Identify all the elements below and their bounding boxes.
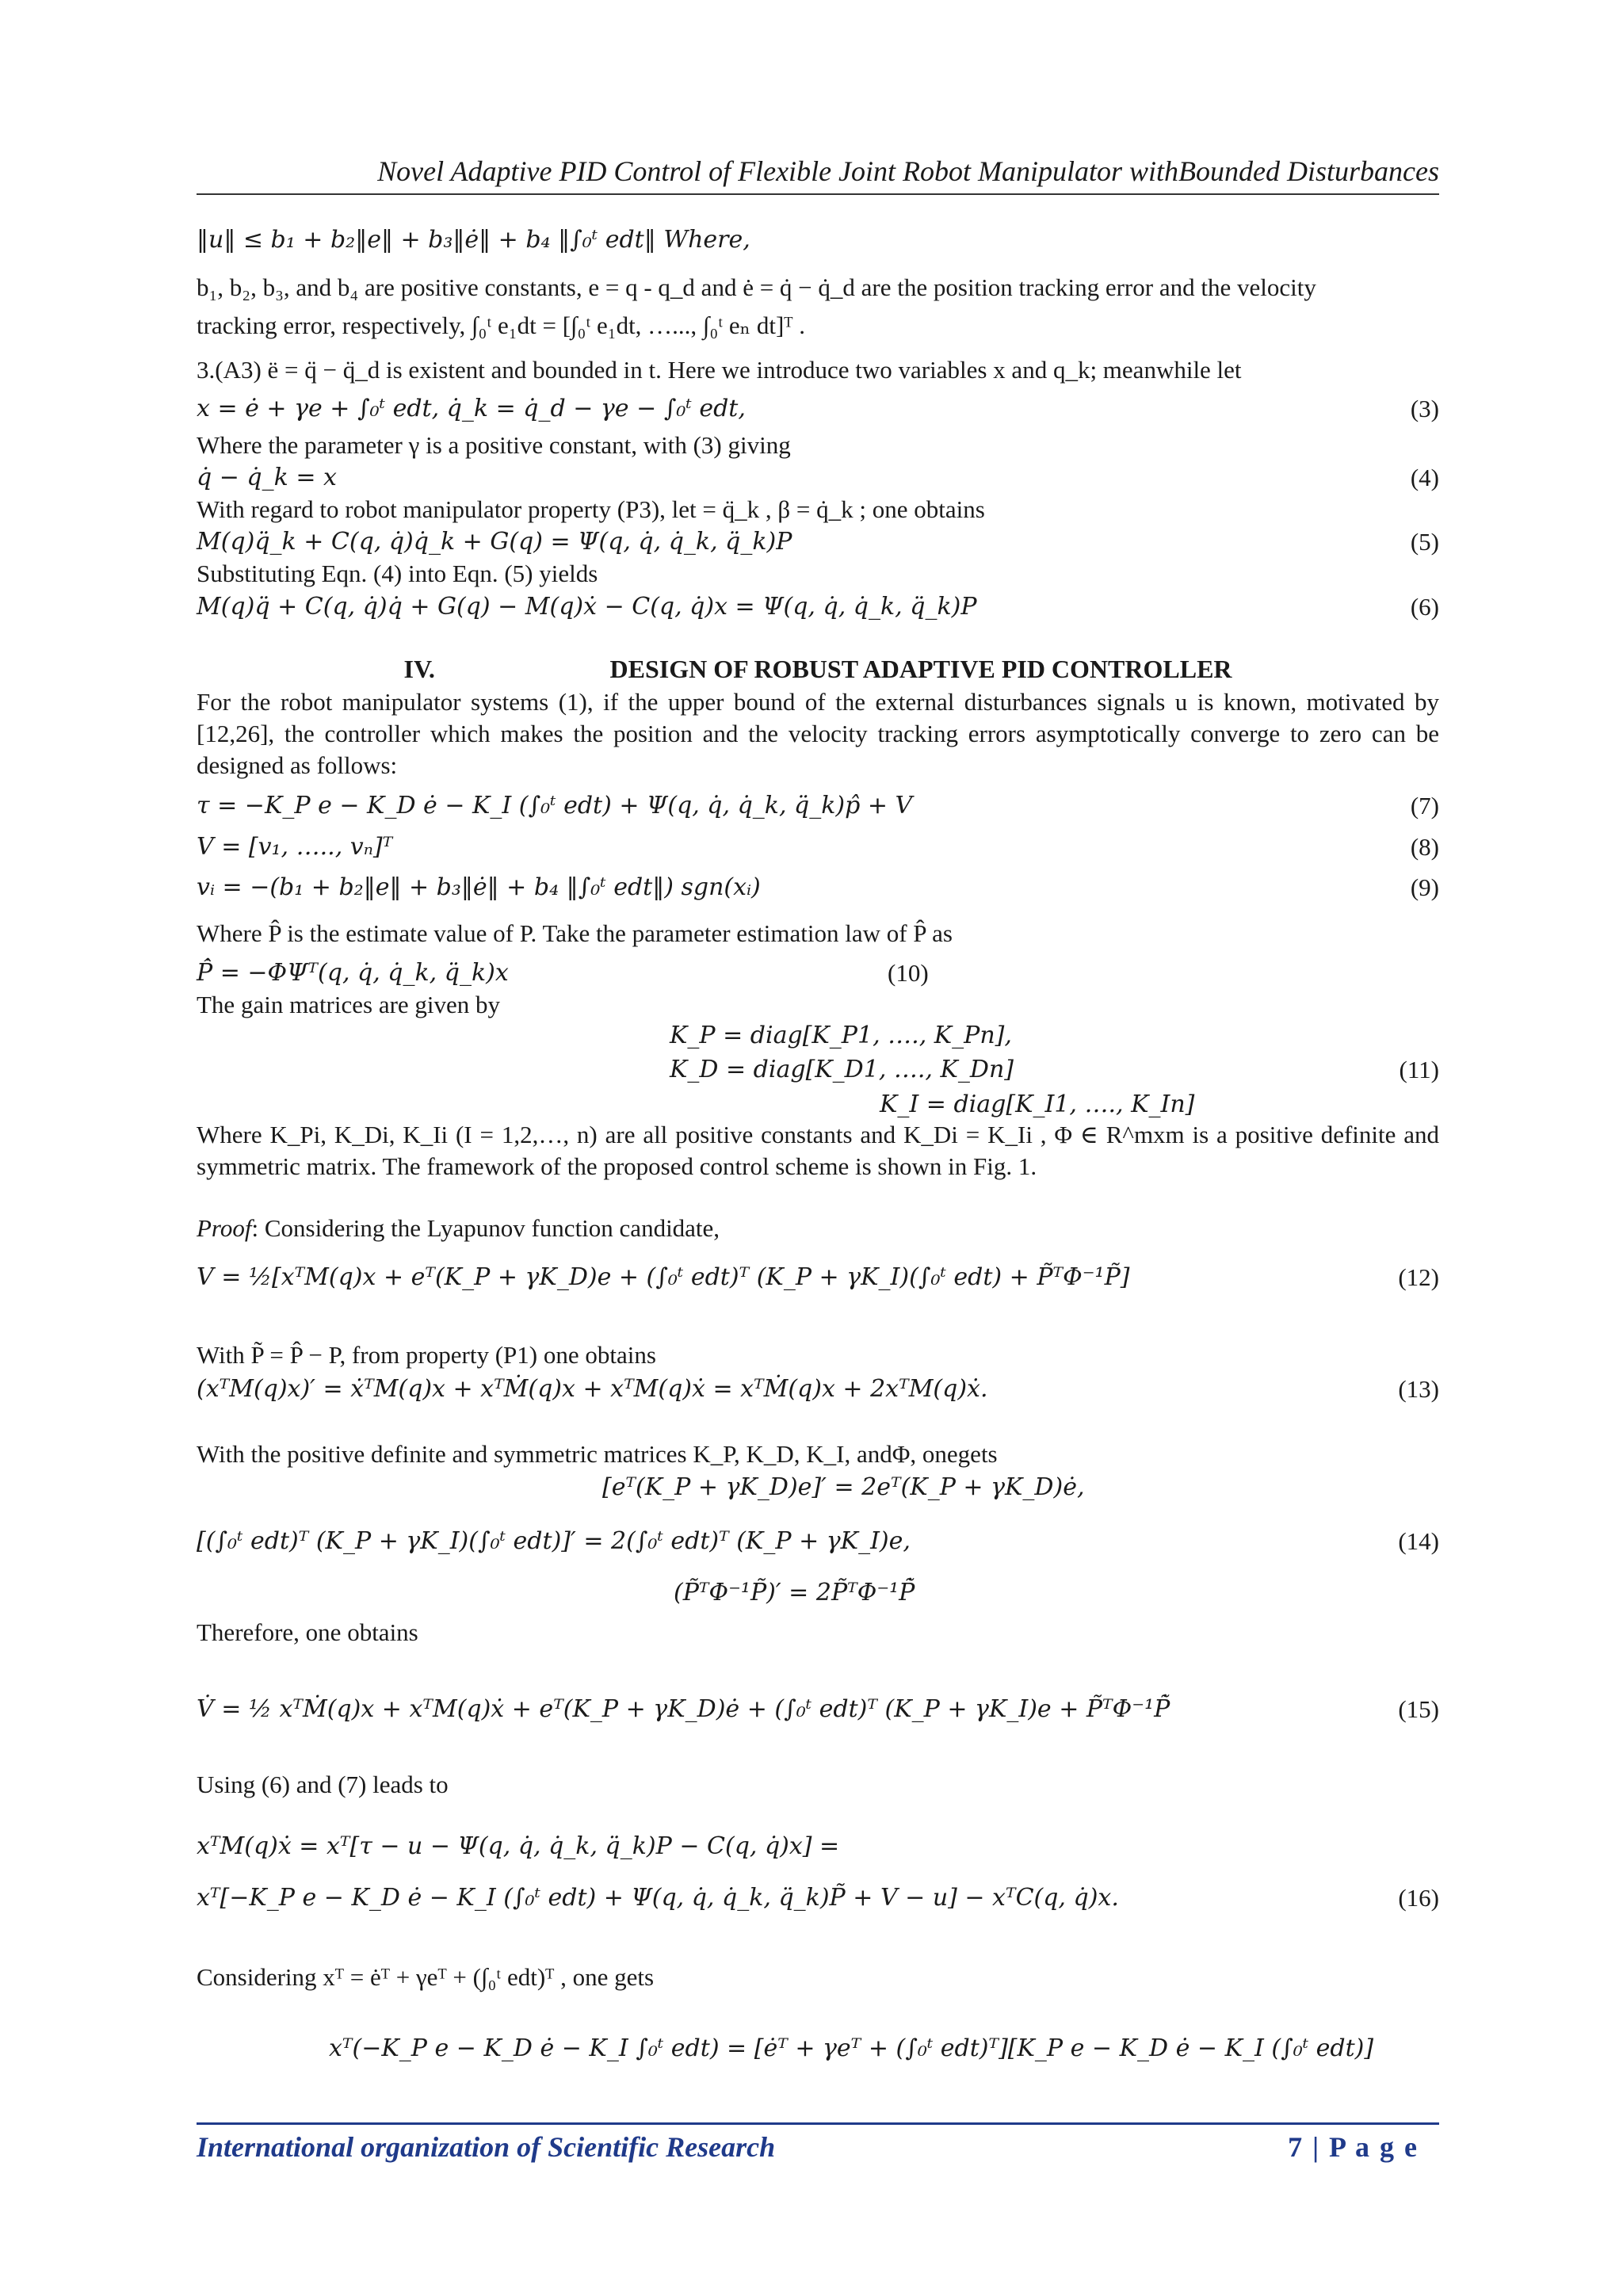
equation-number: (13) — [1398, 1375, 1439, 1403]
equation: V = [v₁, ….., vₙ]ᵀ — [197, 833, 393, 861]
equation: (xᵀM(q)x)′ = ẋᵀM(q)x + xᵀṀ(q)x + xᵀM(q)ẋ = xᵀṀ(q)x + 2xᵀM(q)ẋ. — [197, 1375, 988, 1403]
equation: P̂̇ = −ΦΨᵀ(q, q̇, q̇_k, q̈_k)x — [197, 959, 509, 987]
equation: xᵀ[−K_P e − K_D ė − K_I (∫₀ᵗ edt) + Ψ(q, q̇, q̇_k, q̈_k)P̃ + V − u] − xᵀC(q, q̇)x. — [197, 1884, 1119, 1912]
equation: K_D = diag[K_D1, …., K_Dn] — [670, 1056, 1014, 1083]
equation-number: (8) — [1410, 833, 1439, 861]
equation-number: (11) — [1399, 1056, 1439, 1083]
equation: K_P = diag[K_P1, …., K_Pn], — [670, 1022, 1012, 1049]
text-line: Where the parameter γ is a positive constant, with (3) giving — [197, 431, 791, 459]
text-line: Therefore, one obtains — [197, 1618, 418, 1646]
paragraph: For the robot manipulator systems (1), if the upper bound of the external disturbances signals u is known, motivated by [12,26], the controller which makes the position and the velocity tracking errors asymptotically converge to zero can be designed as follows: — [197, 688, 1439, 779]
proof-label: Proof — [197, 1214, 252, 1242]
equation: V = ½[xᵀM(q)x + eᵀ(K_P + γK_D)e + (∫₀ᵗ edt)ᵀ (K_P + γK_I)(∫₀ᵗ edt) + P̃ᵀΦ⁻¹P̃] — [197, 1263, 1130, 1291]
equation: V̇ = ½ xᵀṀ(q)x + xᵀM(q)ẋ + eᵀ(K_P + γK_D)ė + (∫₀ᵗ edt)ᵀ (K_P + γK_I)e + P̃ᵀΦ⁻¹P̃̇ — [197, 1695, 1170, 1723]
equation-number: (6) — [1410, 593, 1439, 621]
text-line: Using (6) and (7) leads to — [197, 1771, 449, 1798]
text-line: With P̃ = P̂ − P, from property (P1) one obtains — [197, 1341, 656, 1369]
text-line: b₁, b₂, b₃, and b₄ are positive constants, e = q - q_d and ė = q̇ − q̇_d are the position tracking error and the velocity — [197, 273, 1316, 301]
equation: K_I = diag[K_I1, …., K_In] — [880, 1091, 1195, 1118]
paragraph: Where K_Pi, K_Di, K_Ii (I = 1,2,…, n) are all positive constants and K_Di = K_Ii , Φ ∈ R^mxm is a positive definite and symmetric matrix. The framework of the proposed control scheme is shown in Fig. 1. — [197, 1121, 1439, 1180]
equation-number: (12) — [1398, 1263, 1439, 1291]
equation-number: (4) — [1410, 464, 1439, 491]
equation: xᵀM(q)ẋ = xᵀ[τ − u − Ψ(q, q̇, q̇_k, q̈_k)P − C(q, q̇)x] = — [197, 1832, 840, 1860]
proof-intro — [197, 1213, 1439, 1244]
proof-text: : Considering the Lyapunov function candidate, — [251, 1214, 720, 1242]
equation: xᵀ(−K_P e − K_D ė − K_I ∫₀ᵗ edt) = [ėᵀ + γeᵀ + (∫₀ᵗ edt)ᵀ][K_P e − K_D ė − K_I (∫₀ᵗ edt)] — [329, 2034, 1374, 2062]
equation-number: (16) — [1398, 1884, 1439, 1912]
text-line: Substituting Eqn. (4) into Eqn. (5) yields — [197, 560, 598, 587]
equation: M(q)q̈_k + C(q, q̇)q̇_k + G(q) = Ψ(q, q̇, q̇_k, q̈_k)P — [197, 528, 792, 556]
equation: vᵢ = −(b₁ + b₂‖e‖ + b₃‖ė‖ + b₄ ‖∫₀ᵗ edt‖) sgn(xᵢ) — [197, 873, 761, 901]
equation-number: (15) — [1398, 1695, 1439, 1723]
equation: q̇ − q̇_k = x — [197, 464, 337, 491]
section-title: DESIGN OF ROBUST ADAPTIVE PID CONTROLLER — [609, 655, 1232, 683]
equation-number: (3) — [1410, 395, 1439, 422]
text-line: The gain matrices are given by — [197, 991, 501, 1018]
section-number: IV. — [403, 655, 435, 683]
equation: τ = −K_P e − K_D ė − K_I (∫₀ᵗ edt) + Ψ(q, q̇, q̇_k, q̈_k)p̂ + V — [197, 792, 913, 819]
text-line: Where P̂ is the estimate value of P. Take the parameter estimation law of P̂ as — [197, 919, 953, 947]
equation: [(∫₀ᵗ edt)ᵀ (K_P + γK_I)(∫₀ᵗ edt)]′ = 2(∫₀ᵗ edt)ᵀ (K_P + γK_I)e, — [197, 1527, 911, 1555]
equation: (P̃ᵀΦ⁻¹P̃)′ = 2P̃ᵀΦ⁻¹P̃̇ — [674, 1579, 915, 1606]
footer-rule — [197, 2122, 1439, 2125]
text-line: With regard to robot manipulator property (P3), let = q̈_k , β = q̇_k ; one obtains — [197, 495, 985, 523]
equation-number: (10) — [888, 959, 929, 987]
header-rule — [197, 193, 1439, 195]
equation-number: (7) — [1410, 792, 1439, 819]
text-line: tracking error, respectively, ∫₀ᵗ e₁dt = [∫₀ᵗ e₁dt, …..., ∫₀ᵗ eₙ dt]ᵀ . — [197, 311, 806, 339]
page-number: 7 | P a g e — [1288, 2131, 1419, 2163]
text-line: With the positive definite and symmetric matrices K_P, K_D, K_I, andΦ, onegets — [197, 1440, 998, 1468]
assumption-a3: 3.(A3) ë = q̈ − q̈_d is existent and bounded in t. Here we introduce two variables x and q_k; meanwhile let — [197, 356, 1242, 384]
footer-journal: International organization of Scientific Research — [197, 2131, 776, 2163]
equation-number: (9) — [1410, 873, 1439, 901]
disturbance-bound: ‖u‖ ≤ b₁ + b₂‖e‖ + b₃‖ė‖ + b₄ ‖∫₀ᵗ edt‖ Where, — [197, 226, 750, 254]
section-heading — [197, 655, 1439, 684]
equation-number: (5) — [1410, 528, 1439, 556]
equation: M(q)q̈ + C(q, q̇)q̇ + G(q) − M(q)ẋ − C(q, q̇)x = Ψ(q, q̇, q̇_k, q̈_k)P — [197, 593, 977, 621]
running-header: Novel Adaptive PID Control of Flexible Joint Robot Manipulator withBounded Disturbances — [377, 155, 1439, 187]
equation: [eᵀ(K_P + γK_D)e]′ = 2eᵀ(K_P + γK_D)ė, — [602, 1473, 1085, 1501]
equation-number: (14) — [1398, 1527, 1439, 1555]
equation: x = ė + γe + ∫₀ᵗ edt, q̇_k = q̇_d − γe − ∫₀ᵗ edt, — [197, 395, 746, 422]
text-line: Considering xᵀ = ėᵀ + γeᵀ + (∫₀ᵗ edt)ᵀ , one gets — [197, 1963, 655, 1991]
